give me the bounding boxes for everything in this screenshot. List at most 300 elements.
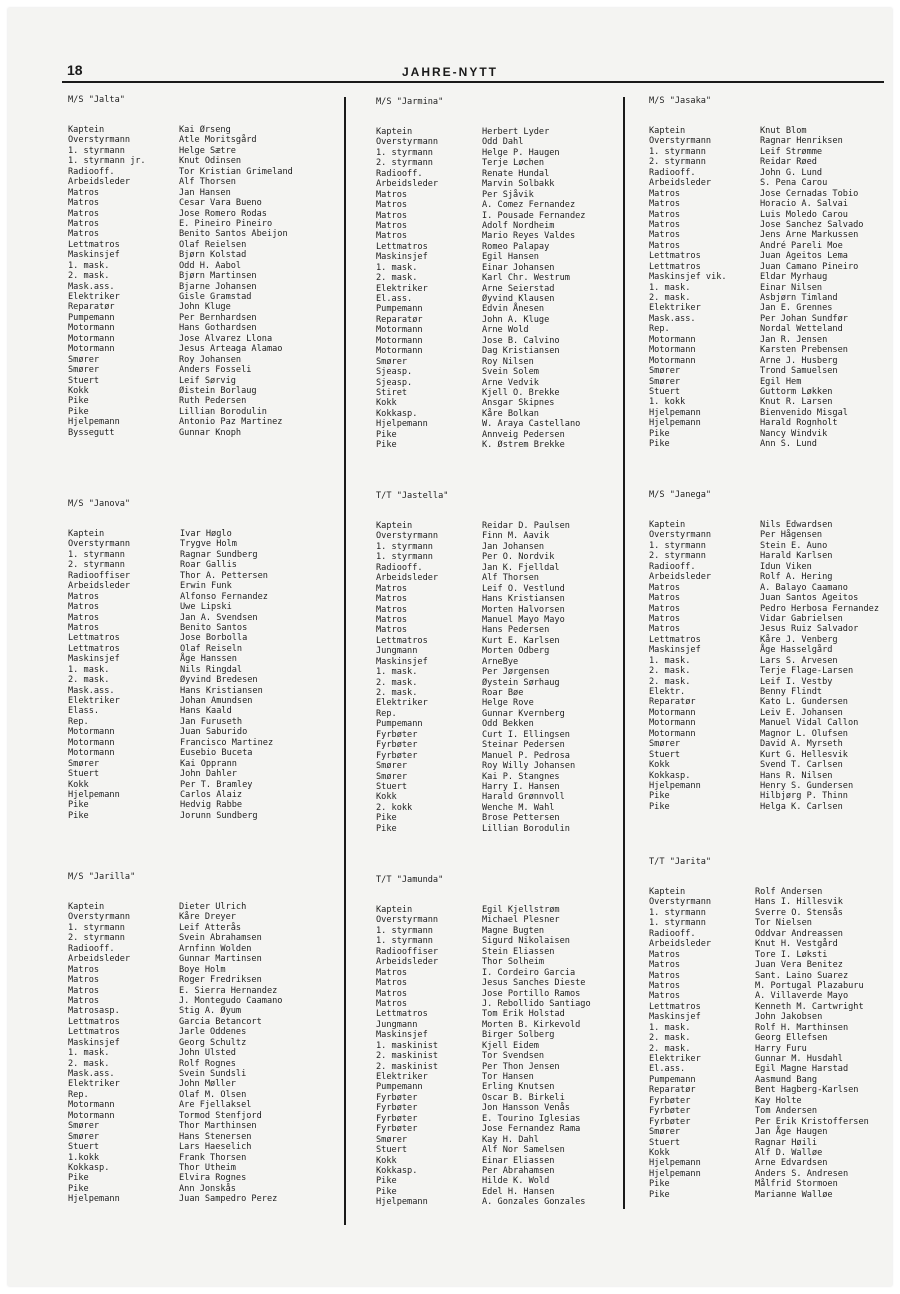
- crew-name: Egil Kjellstrøm: [482, 905, 560, 915]
- ship-title: M/S "Jarilla": [68, 872, 136, 882]
- crew-name: Wenche M. Wahl: [482, 802, 555, 813]
- crew-name: Thor Solheim: [482, 957, 545, 968]
- crew-row: [68, 281, 257, 292]
- crew-name: J. Rebollido Santiago: [482, 998, 591, 1009]
- crew-role: Stuert: [649, 749, 681, 760]
- crew-role: Stuert: [376, 781, 408, 792]
- crew-role: Kokk: [376, 398, 397, 409]
- column-divider-right: [623, 97, 625, 1209]
- crew-name: Leif Sørvig: [179, 375, 236, 386]
- crew-name: Vidar Gabrielsen: [760, 613, 843, 624]
- crew-row: [649, 1043, 807, 1054]
- crew-name: Knut Odinsen: [179, 156, 242, 167]
- crew-row: [649, 199, 848, 210]
- crew-role: 2. mask.: [376, 688, 418, 698]
- crew-name: Per Abrahamsen: [482, 1165, 555, 1176]
- crew-row: [376, 147, 560, 158]
- crew-role: Matros: [68, 985, 100, 996]
- crew-name: Boye Holm: [179, 964, 226, 975]
- ship-section-jamunda: [376, 875, 591, 1208]
- crew-row: [376, 1009, 565, 1020]
- crew-row: [649, 1022, 849, 1033]
- crew-row: [376, 189, 534, 200]
- crew-name: Stein Eliassen: [482, 946, 555, 957]
- crew-row: [68, 375, 236, 386]
- crew-name: Einar Nilsen: [760, 282, 823, 293]
- crew-role: 1.kokk: [68, 1152, 100, 1163]
- crew-role: Overstyrmann: [376, 137, 439, 148]
- crew-row: [649, 1074, 818, 1085]
- crew-row: [376, 273, 570, 284]
- crew-row: [68, 685, 263, 696]
- crew-row: [68, 602, 232, 613]
- crew-role: Stiret: [376, 387, 408, 398]
- crew-name: Leiv E. Johansen: [760, 707, 843, 718]
- crew-role: Kaptein: [68, 529, 105, 539]
- crew-role: 1. mask.: [68, 664, 110, 675]
- crew-role: 2. mask.: [649, 1043, 691, 1054]
- crew-row: [649, 209, 848, 220]
- crew-row: [68, 1100, 252, 1111]
- crew-role: Kaptein: [649, 126, 686, 136]
- crew-name: Hans Gothardsen: [179, 323, 257, 334]
- crew-row: [649, 918, 812, 929]
- crew-row: [376, 1061, 560, 1072]
- crew-row: [649, 167, 823, 178]
- crew-name: Henry S. Gundersen: [760, 780, 854, 791]
- crew-list: [649, 126, 864, 450]
- crew-name: Kåre Dreyer: [179, 912, 236, 923]
- crew-name: Svein Sundsli: [179, 1069, 247, 1079]
- crew-row: [649, 1085, 859, 1096]
- crew-role: Elektriker: [68, 292, 120, 302]
- crew-role: Pumpemann: [68, 312, 115, 323]
- crew-row: [376, 440, 565, 451]
- crew-name: Kay Holte: [755, 1095, 802, 1106]
- crew-role: Lettmatros: [68, 633, 120, 644]
- crew-role: Pike: [68, 406, 89, 417]
- crew-role: Maskinsjef: [649, 645, 701, 656]
- crew-row: [376, 210, 586, 221]
- crew-role: Kokk: [68, 385, 89, 396]
- crew-role: Stuert: [68, 375, 100, 386]
- crew-role: 1. styrmann: [68, 145, 125, 156]
- crew-name: Einar Johansen: [482, 262, 555, 273]
- crew-row: [68, 1110, 262, 1121]
- crew-name: Jens Arne Markussen: [760, 230, 859, 241]
- crew-row: [376, 583, 565, 594]
- crew-row: [649, 530, 823, 541]
- crew-row: [649, 634, 838, 645]
- crew-row: [376, 562, 560, 573]
- crew-role: Kokkasp.: [649, 770, 691, 781]
- crew-row: [649, 907, 843, 918]
- header-rule: [62, 81, 884, 83]
- crew-role: Motormann: [68, 333, 115, 344]
- crew-name: Uwe Lipski: [180, 602, 232, 613]
- crew-role: Matros: [376, 978, 408, 989]
- crew-name: Terje Flage-Larsen: [760, 666, 854, 677]
- crew-role: Matros: [376, 967, 408, 978]
- crew-name: Ann Jonskås: [179, 1183, 236, 1194]
- crew-row: [649, 960, 843, 971]
- crew-role: Matros: [376, 594, 408, 605]
- crew-role: Matros: [376, 210, 408, 221]
- crew-role: Elektr.: [649, 687, 686, 697]
- crew-role: 1. mask.: [376, 667, 418, 678]
- crew-row: [649, 1033, 828, 1044]
- crew-row: [376, 283, 555, 294]
- crew-name: Odd H. Aabol: [179, 260, 242, 271]
- crew-name: Trygve Holm: [180, 539, 237, 550]
- crew-role: Hjelpemann: [376, 419, 428, 430]
- crew-role: Pumpemann: [376, 304, 423, 315]
- crew-row: [649, 355, 838, 366]
- crew-name: Trond Samuelsen: [760, 366, 838, 377]
- crew-role: Kaptein: [68, 902, 105, 912]
- crew-name: Brose Pettersen: [482, 813, 560, 824]
- crew-row: [376, 398, 555, 409]
- crew-name: Magne Bugten: [482, 925, 545, 936]
- crew-name: Øystein Sørhaug: [482, 677, 560, 688]
- crew-name: Sant. Laino Suarez: [755, 970, 849, 981]
- crew-row: [376, 688, 524, 698]
- column-divider-left: [344, 97, 346, 1225]
- crew-row: [68, 1183, 236, 1194]
- crew-row: [649, 801, 843, 812]
- crew-role: El.ass.: [376, 294, 413, 304]
- crew-role: Elektriker: [649, 1054, 701, 1064]
- crew-row: [376, 729, 570, 740]
- crew-name: Hans I. Hillesvik: [755, 897, 843, 908]
- crew-name: Knut Blom: [760, 126, 807, 136]
- crew-name: Tor Hansen: [482, 1072, 534, 1082]
- crew-role: 1. mask.: [68, 260, 110, 271]
- crew-row: [376, 677, 560, 688]
- crew-role: Matros: [376, 583, 408, 594]
- crew-name: Herbert Lyder: [482, 127, 550, 137]
- crew-role: Motormann: [376, 346, 423, 357]
- crew-role: Lettmatros: [68, 239, 120, 250]
- crew-role: Pike: [68, 1173, 89, 1184]
- crew-name: Juan Camano Pineiro: [760, 261, 859, 272]
- crew-role: Smører: [376, 1134, 408, 1145]
- crew-row: [68, 995, 283, 1006]
- crew-name: Tom Erik Holstad: [482, 1009, 565, 1020]
- crew-row: [68, 902, 247, 912]
- crew-name: Helge Sætre: [179, 145, 236, 156]
- crew-role: Maskinsjef vik.: [649, 272, 727, 283]
- crew-row: [376, 1051, 545, 1062]
- crew-role: Hjelpemann: [68, 1194, 120, 1205]
- crew-role: 2. mask.: [376, 273, 418, 284]
- crew-role: Hjelpemann: [649, 407, 701, 418]
- crew-name: John Møller: [179, 1079, 236, 1090]
- crew-name: Jan R. Jensen: [760, 334, 828, 345]
- crew-role: Matros: [649, 613, 681, 624]
- crew-role: Smører: [68, 1131, 100, 1142]
- crew-name: Mario Reyes Valdes: [482, 231, 576, 242]
- crew-name: Karsten Prebensen: [760, 345, 848, 356]
- crew-row: [649, 897, 843, 908]
- crew-name: Kai Opprann: [180, 758, 237, 769]
- crew-row: [68, 260, 242, 271]
- crew-row: [649, 582, 848, 593]
- crew-row: [376, 957, 545, 968]
- crew-name: Benito Santos: [180, 622, 248, 633]
- crew-row: [376, 813, 560, 824]
- crew-name: Olaf Reielsen: [179, 239, 247, 250]
- crew-role: Rep.: [376, 708, 397, 719]
- crew-row: [68, 1006, 242, 1017]
- crew-row: [68, 208, 267, 219]
- crew-row: [376, 1155, 555, 1166]
- crew-name: S. Pena Carou: [760, 178, 828, 189]
- crew-role: Lettmatros: [376, 241, 428, 252]
- crew-row: [649, 645, 833, 656]
- crew-row: [649, 376, 802, 387]
- crew-role: 2. maskinist: [376, 1061, 439, 1072]
- crew-name: Kai P. Stangnes: [482, 771, 560, 782]
- crew-role: Matros: [68, 208, 100, 219]
- crew-role: 1. styrmann: [649, 907, 706, 918]
- crew-name: Francisco Martinez: [180, 737, 274, 748]
- crew-row: [376, 740, 565, 751]
- crew-role: Radiooff.: [376, 168, 423, 179]
- crew-name: Arne Vedvik: [482, 377, 539, 388]
- crew-name: Anders Fosseli: [179, 365, 252, 376]
- crew-name: Jose Portillo Ramos: [482, 988, 581, 999]
- crew-row: [68, 810, 258, 821]
- crew-row: [649, 939, 838, 950]
- crew-name: Edel H. Hansen: [482, 1186, 555, 1197]
- crew-name: Nils Edwardsen: [760, 520, 833, 530]
- crew-name: Lillian Borodulin: [482, 823, 570, 834]
- crew-row: [376, 771, 560, 782]
- crew-name: Jan K. Fjelldal: [482, 562, 560, 573]
- crew-role: 2. mask.: [68, 1058, 110, 1069]
- crew-role: Matros: [68, 975, 100, 986]
- crew-role: Matros: [649, 240, 681, 251]
- crew-role: Fyrbøter: [376, 750, 418, 761]
- crew-row: [376, 241, 550, 252]
- crew-row: [68, 239, 247, 250]
- crew-name: Jose Fernandez Rama: [482, 1124, 581, 1135]
- crew-row: [649, 157, 817, 168]
- crew-name: Roger Fredriksen: [179, 975, 262, 986]
- crew-row: [68, 365, 252, 376]
- crew-row: [376, 304, 545, 315]
- crew-role: Kokkasp.: [376, 408, 418, 419]
- crew-role: Overstyrmann: [649, 136, 712, 147]
- crew-role: Lettmatros: [376, 635, 428, 646]
- crew-role: 2. styrmann: [68, 933, 125, 944]
- crew-name: Pedro Herbosa Fernandez: [760, 603, 879, 614]
- crew-name: Øyvind Klausen: [482, 294, 555, 304]
- crew-row: [68, 302, 231, 313]
- crew-name: E. Pineiro Pineiro: [179, 218, 273, 229]
- crew-role: Matros: [68, 612, 100, 623]
- crew-name: Jesus Arteaga Alamao: [179, 344, 283, 355]
- crew-name: Ragnar Sundberg: [180, 549, 258, 560]
- crew-role: Radiooff.: [649, 167, 696, 178]
- crew-role: Kokkasp.: [376, 1165, 418, 1176]
- crew-row: [376, 967, 576, 978]
- crew-row: [376, 761, 576, 772]
- crew-row: [376, 998, 591, 1009]
- crew-role: Motormann: [68, 323, 115, 334]
- crew-name: Knut H. Vestgård: [755, 939, 838, 950]
- crew-role: Matros: [649, 960, 681, 971]
- crew-role: Smører: [68, 354, 100, 365]
- crew-row: [68, 633, 248, 644]
- crew-name: Einar Eliassen: [482, 1155, 555, 1166]
- crew-row: [376, 1145, 565, 1156]
- crew-role: Matros: [68, 229, 100, 240]
- crew-name: John Kluge: [179, 302, 231, 313]
- crew-row: [376, 168, 550, 179]
- crew-role: Pike: [649, 791, 670, 802]
- crew-name: Leif Atterås: [179, 922, 242, 933]
- crew-role: 1. styrmann: [376, 936, 433, 947]
- crew-row: [649, 219, 864, 230]
- crew-row: [376, 905, 560, 915]
- crew-row: [649, 707, 843, 718]
- crew-role: Reparatør: [649, 1085, 696, 1096]
- crew-row: [68, 954, 262, 965]
- crew-role: Sjeasp.: [376, 367, 413, 378]
- crew-role: Elektriker: [68, 1079, 120, 1090]
- crew-row: [649, 1054, 843, 1064]
- crew-name: Elvira Rognes: [179, 1173, 247, 1184]
- crew-row: [68, 612, 258, 623]
- crew-row: [68, 549, 258, 560]
- crew-role: 2. maskinist: [376, 1051, 439, 1062]
- crew-row: [376, 377, 539, 388]
- crew-name: K. Østrem Brekke: [482, 440, 565, 451]
- crew-row: [68, 1016, 262, 1027]
- crew-role: 2. kokk: [376, 802, 413, 813]
- crew-name: Manuel Vidal Callon: [760, 718, 859, 729]
- ship-title: T/T "Jastella": [376, 491, 449, 501]
- crew-role: Arbeidsleder: [376, 573, 439, 584]
- crew-row: [68, 529, 232, 539]
- crew-row: [68, 344, 283, 355]
- crew-name: John Dahler: [180, 769, 237, 780]
- crew-name: Kåre J. Venberg: [760, 634, 838, 645]
- crew-name: Alf D. Walløe: [755, 1147, 823, 1158]
- crew-name: Horacio A. Salvai: [760, 199, 848, 210]
- crew-role: 2. mask.: [649, 676, 691, 687]
- crew-row: [68, 964, 226, 975]
- crew-row: [68, 696, 253, 706]
- crew-row: [649, 687, 823, 697]
- crew-role: Radiooff.: [649, 928, 696, 939]
- ship-title: M/S "Janega": [649, 490, 712, 500]
- crew-name: Jesus Sanches Dieste: [482, 978, 586, 989]
- crew-role: Arbeidsleder: [649, 939, 712, 950]
- crew-name: Antonio Paz Martinez: [179, 417, 283, 428]
- crew-role: Overstyrmann: [376, 915, 439, 926]
- crew-row: [376, 419, 581, 430]
- crew-row: [376, 635, 560, 646]
- crew-row: [649, 770, 833, 781]
- crew-role: Radiooff.: [649, 561, 696, 572]
- crew-row: [649, 1001, 864, 1012]
- crew-row: [649, 324, 843, 335]
- crew-row: [68, 1089, 247, 1100]
- crew-row: [376, 387, 560, 398]
- crew-role: 2. mask.: [68, 675, 110, 686]
- crew-name: Juan Ageitos Lema: [760, 251, 848, 262]
- crew-name: A. Comez Fernandez: [482, 200, 576, 211]
- crew-role: Arbeidsleder: [68, 581, 131, 592]
- crew-role: Pike: [376, 813, 397, 824]
- crew-name: Arne Edvardsen: [755, 1158, 828, 1169]
- crew-role: Smører: [649, 366, 681, 377]
- crew-row: [376, 594, 565, 605]
- crew-row: [649, 313, 848, 324]
- crew-name: Morten Halvorsen: [482, 604, 565, 615]
- crew-name: Thor Utheim: [179, 1162, 236, 1173]
- crew-row: [68, 800, 243, 811]
- crew-row: [68, 716, 243, 727]
- crew-role: Mask.ass.: [649, 313, 696, 324]
- crew-row: [376, 936, 570, 947]
- crew-role: Elektriker: [68, 696, 120, 706]
- crew-name: Hilde K. Wold: [482, 1176, 550, 1187]
- crew-role: Rep.: [649, 324, 670, 335]
- crew-row: [376, 1019, 581, 1030]
- crew-name: E. Tourino Iglesias: [482, 1113, 581, 1124]
- crew-name: Dieter Ulrich: [179, 902, 247, 912]
- crew-role: Matros: [68, 187, 100, 198]
- crew-row: [68, 1173, 247, 1184]
- crew-row: [68, 229, 288, 240]
- crew-role: Elektriker: [376, 283, 428, 294]
- crew-name: Øyvind Bredesen: [180, 675, 258, 686]
- crew-role: Matros: [649, 188, 681, 199]
- crew-name: Leif I. Vestby: [760, 676, 833, 687]
- crew-name: Garcia Betancort: [179, 1016, 262, 1027]
- crew-row: [68, 323, 257, 334]
- crew-name: Morten B. Kirkevold: [482, 1019, 581, 1030]
- crew-list: [68, 125, 293, 438]
- crew-name: Odd Bekken: [482, 719, 534, 730]
- crew-role: Radiooff.: [68, 943, 115, 954]
- crew-role: 1. styrmann: [649, 540, 706, 551]
- crew-role: Matros: [68, 591, 100, 602]
- crew-name: Roy Willy Johansen: [482, 761, 576, 772]
- crew-role: Pike: [649, 439, 670, 450]
- crew-role: Pike: [376, 429, 397, 440]
- crew-name: Arne J. Husberg: [760, 355, 838, 366]
- crew-row: [649, 1179, 838, 1190]
- crew-row: [68, 218, 273, 229]
- crew-role: Smører: [649, 1127, 681, 1138]
- crew-role: Stuert: [68, 1142, 100, 1153]
- crew-role: Arbeidsleder: [649, 178, 712, 189]
- crew-row: [649, 928, 843, 939]
- crew-role: 1. styrmann: [649, 146, 706, 157]
- crew-name: Olaf Reiseln: [180, 643, 243, 654]
- crew-role: Pike: [68, 800, 89, 811]
- ship-title: T/T "Jarita": [649, 857, 712, 867]
- crew-role: Pike: [68, 810, 89, 821]
- crew-row: [376, 646, 550, 657]
- crew-name: Jose Cernadas Tobio: [760, 188, 859, 199]
- crew-role: Kokk: [376, 792, 397, 803]
